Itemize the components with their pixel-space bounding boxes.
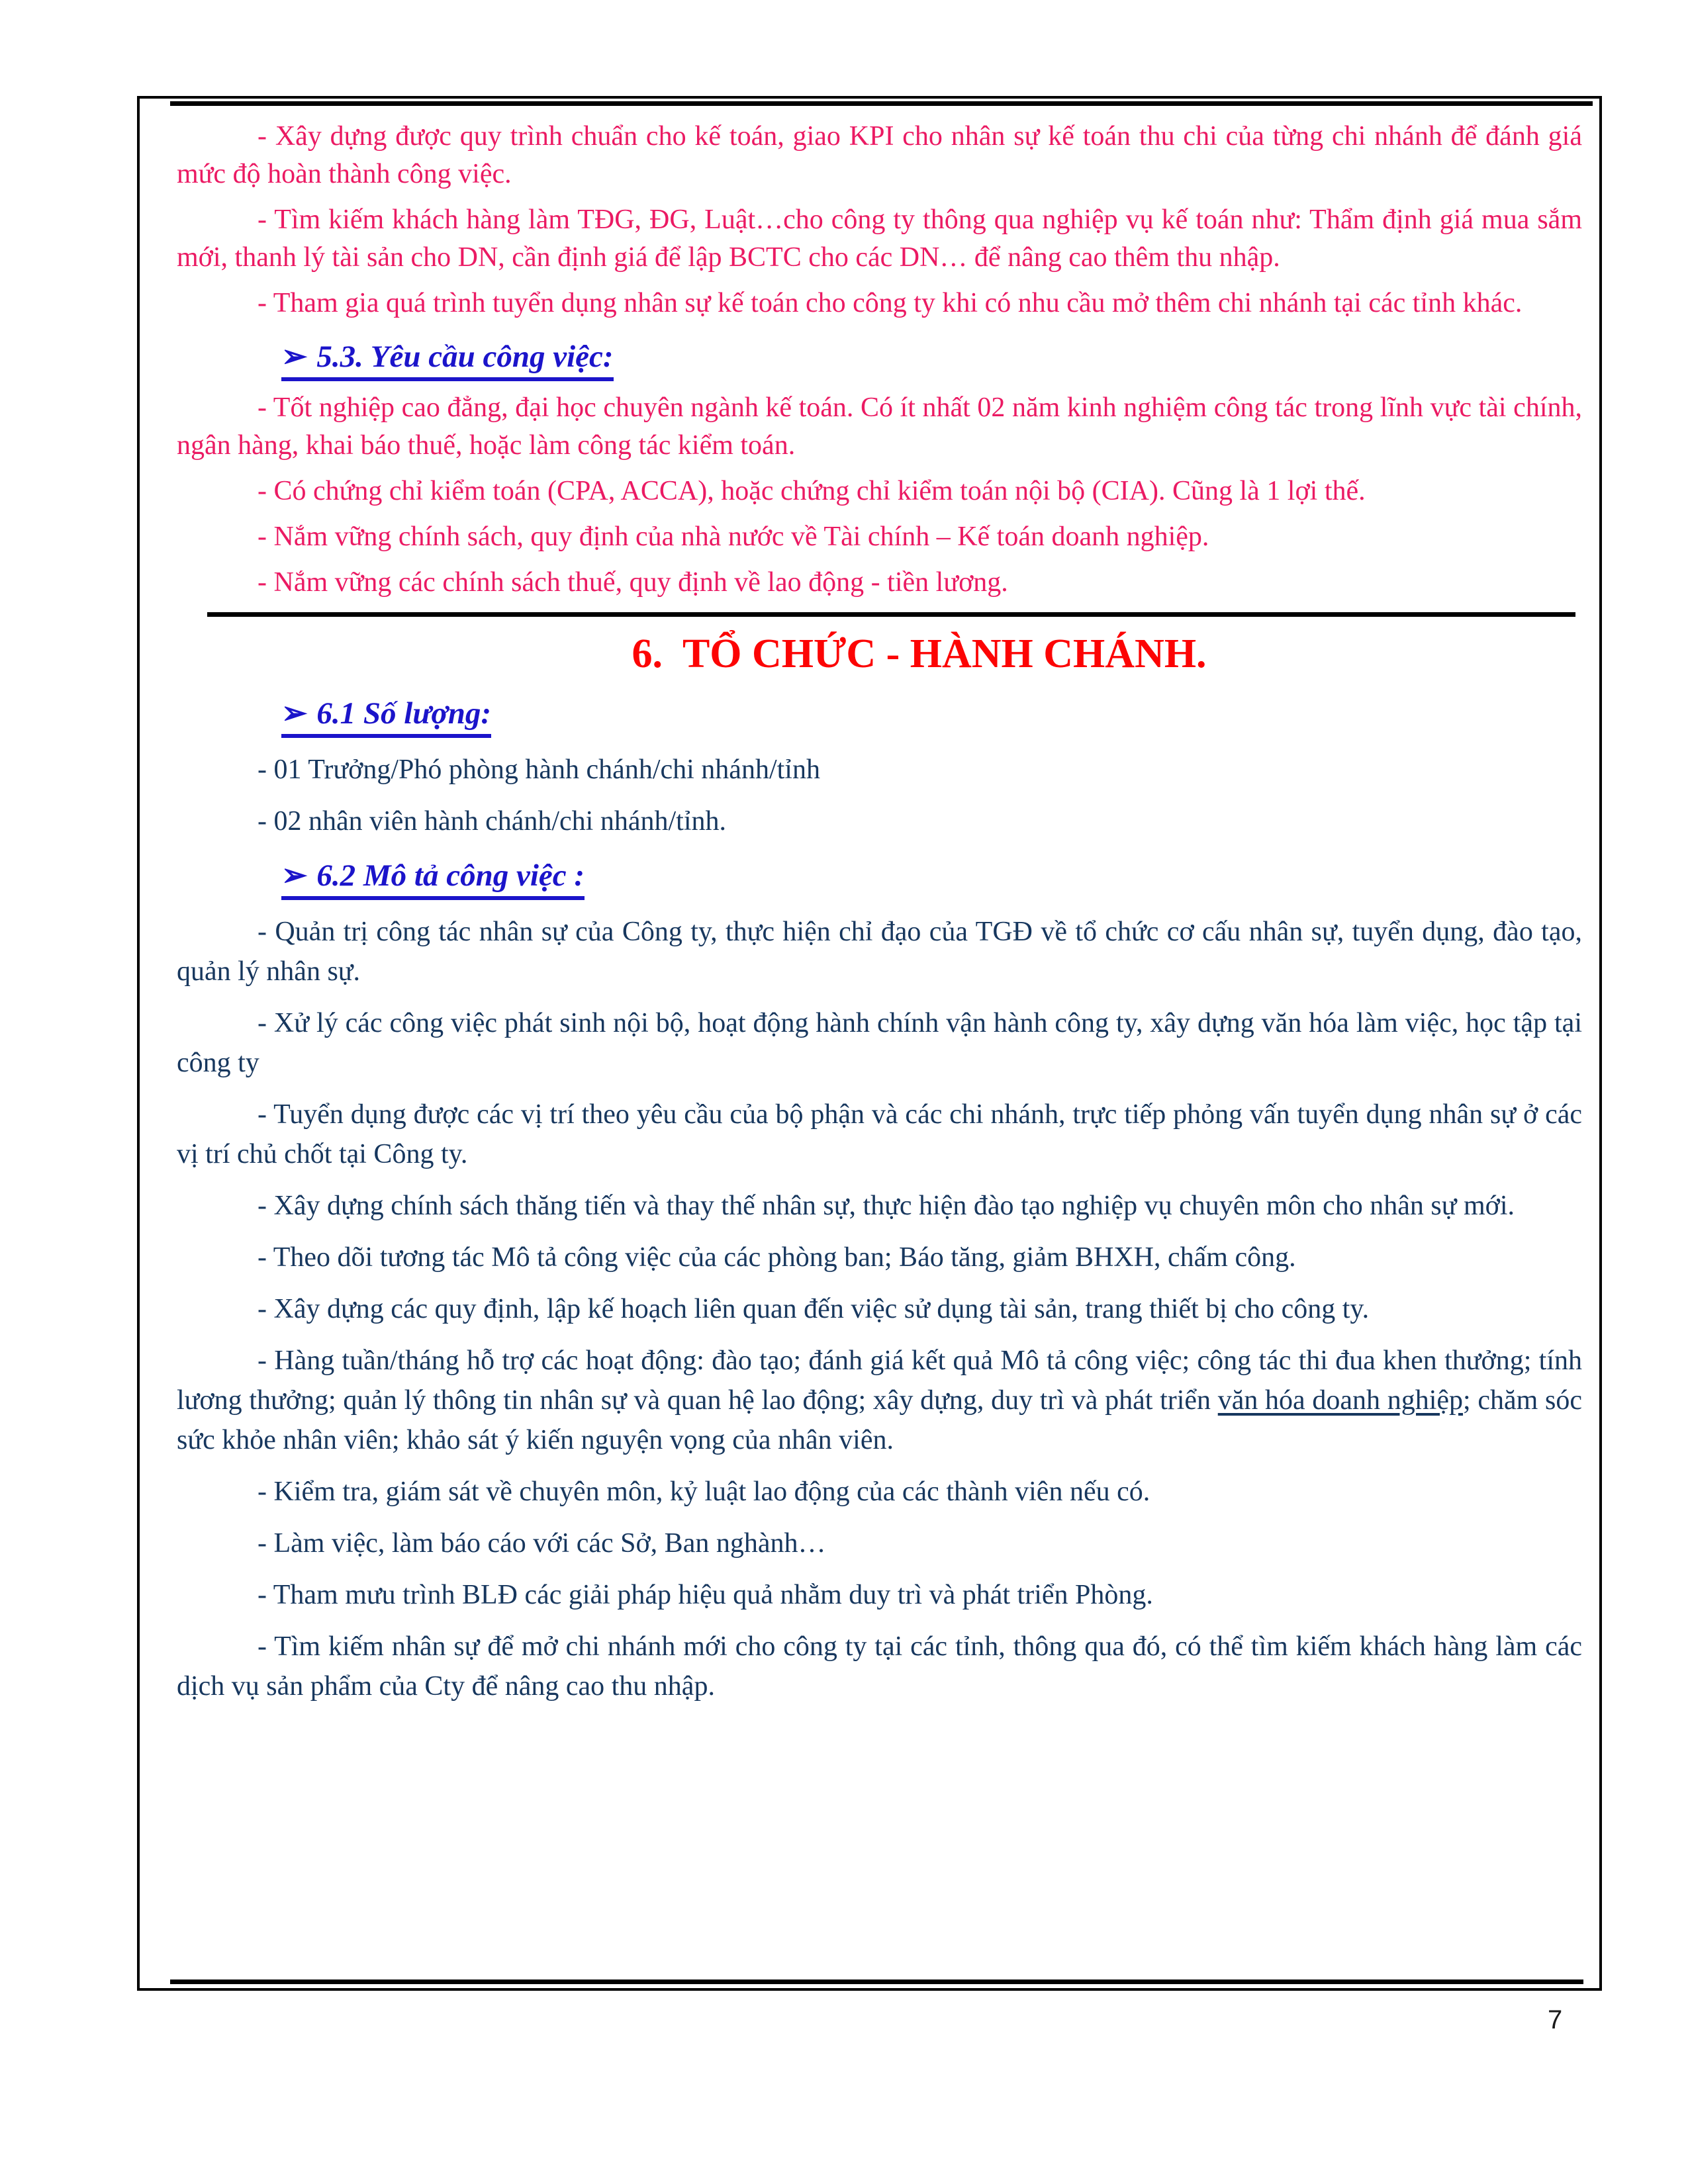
paragraph-text: ; chăm sóc sức khỏe nhân viên; khảo sát ý kiến nguyện vọng của nhân viên. (177, 1385, 1583, 1455)
section-6-title (177, 629, 1582, 679)
heading-6-1-label: 6.1 Số lượng: (316, 696, 492, 731)
paragraph: - Làm việc, làm báo cáo với các Sở, Ban nghành… (258, 1528, 826, 1559)
paragraph: - Tốt nghiệp cao đẳng, đại học chuyên ngành kế toán. Có ít nhất 02 năm kinh nghiệm công tác trong lĩnh vực tài chính, ngân hàng, khai báo thuế, hoặc làm công tác kiểm toán. (177, 392, 1582, 461)
page-number: 7 (1548, 2005, 1563, 2034)
arrow-bullet-icon: ➢ (281, 858, 308, 893)
paragraph: - Xây dựng các quy định, lập kế hoạch liên quan đến việc sử dụng tài sản, trang thiết bị cho công ty. (258, 1294, 1370, 1324)
paragraph-with-underline (177, 1341, 1582, 1460)
paragraph: - Xây dựng được quy trình chuẩn cho kế toán, giao KPI cho nhân sự kế toán thu chi của từng chi nhánh để đánh giá mức độ hoàn thành công việc. (177, 121, 1582, 189)
section-6-title-text: TỔ CHỨC - HÀNH CHÁNH. (682, 631, 1207, 676)
arrow-bullet-icon: ➢ (281, 696, 308, 731)
document-border-box (137, 96, 1602, 1991)
paragraph: - Xử lý các công việc phát sinh nội bộ, hoạt động hành chính vận hành công ty, xây dựng văn hóa làm việc, học tập tại công ty (177, 1008, 1582, 1078)
heading-6-2-label: 6.2 Mô tả công việc : (316, 858, 585, 893)
heading-6-2 (281, 857, 1582, 900)
underlined-phrase: văn hóa doanh nghiệp (1217, 1385, 1464, 1416)
paragraph: - Tìm kiếm khách hàng làm TĐG, ĐG, Luật…cho công ty thông qua nghiệp vụ kế toán như: Thẩm định giá mua sắm mới, thanh lý tài sản cho DN, cần định giá để lập BCTC cho các DN… để nâng cao thêm thu nhập. (177, 205, 1582, 273)
paragraph: - 02 nhân viên hành chánh/chi nhánh/tỉnh. (258, 806, 726, 837)
paragraph: - Nắm vững chính sách, quy định của nhà nước về Tài chính – Kế toán doanh nghiệp. (258, 522, 1209, 552)
heading-5-3 (281, 338, 1582, 381)
paragraph: - Tham gia quá trình tuyển dụng nhân sự kế toán cho công ty khi có nhu cầu mở thêm chi nhánh tại các tỉnh khác. (258, 288, 1523, 318)
paragraph: - Theo dõi tương tác Mô tả công việc của các phòng ban; Báo tăng, giảm BHXH, chấm công. (258, 1242, 1296, 1273)
heading-6-1 (281, 695, 1582, 738)
paragraph: - Có chứng chỉ kiểm toán (CPA, ACCA), hoặc chứng chỉ kiểm toán nội bộ (CIA). Cũng là 1 lợi thế. (258, 476, 1366, 506)
bottom-inner-rule (170, 1979, 1583, 1984)
paragraph: - Tìm kiếm nhân sự để mở chi nhánh mới cho công ty tại các tỉnh, thông qua đó, có thể tìm kiếm khách hàng làm các dịch vụ sản phẩm của Cty để nâng cao thu nhập. (177, 1631, 1582, 1702)
section-6-block (177, 629, 1582, 1706)
paragraph: - Nắm vững các chính sách thuế, quy định về lao động - tiền lương. (258, 567, 1008, 598)
paragraph: - Kiểm tra, giám sát về chuyên môn, kỷ luật lao động của các thành viên nếu có. (258, 1477, 1150, 1507)
paragraph: - Quản trị công tác nhân sự của Công ty, thực hiện chỉ đạo của TGĐ về tổ chức cơ cấu nhân sự, tuyển dụng, đào tạo, quản lý nhân sự. (177, 917, 1582, 987)
top-inner-rule (170, 101, 1593, 106)
document-content (140, 106, 1599, 1706)
paragraph: - 01 Trưởng/Phó phòng hành chánh/chi nhánh/tỉnh (258, 754, 820, 785)
section-5-block (177, 118, 1582, 602)
heading-5-3-label: 5.3. Yêu cầu công việc: (316, 340, 614, 374)
arrow-bullet-icon: ➢ (281, 340, 308, 374)
section-separator-rule (207, 612, 1575, 617)
paragraph: - Xây dựng chính sách thăng tiến và thay thế nhân sự, thực hiện đào tạo nghiệp vụ chuyên môn cho nhân sự mới. (258, 1191, 1515, 1221)
paragraph: - Tuyển dụng được các vị trí theo yêu cầu của bộ phận và các chi nhánh, trực tiếp phỏng vấn tuyển dụng nhân sự ở các vị trí chủ chốt tại Công ty. (177, 1099, 1582, 1169)
section-6-number: 6. (632, 631, 663, 676)
paragraph-text: - Hàng tuần/tháng hỗ trợ các hoạt động: đào tạo; đánh giá kết quả Mô tả công việc; công tác thi đua khen thưởng; tính lương thưởng; quản lý thông tin nhân sự và quan hệ lao động; xây dựng, duy trì và phát triển (177, 1345, 1582, 1416)
paragraph: - Tham mưu trình BLĐ các giải pháp hiệu quả nhằm duy trì và phát triển Phòng. (258, 1580, 1153, 1610)
